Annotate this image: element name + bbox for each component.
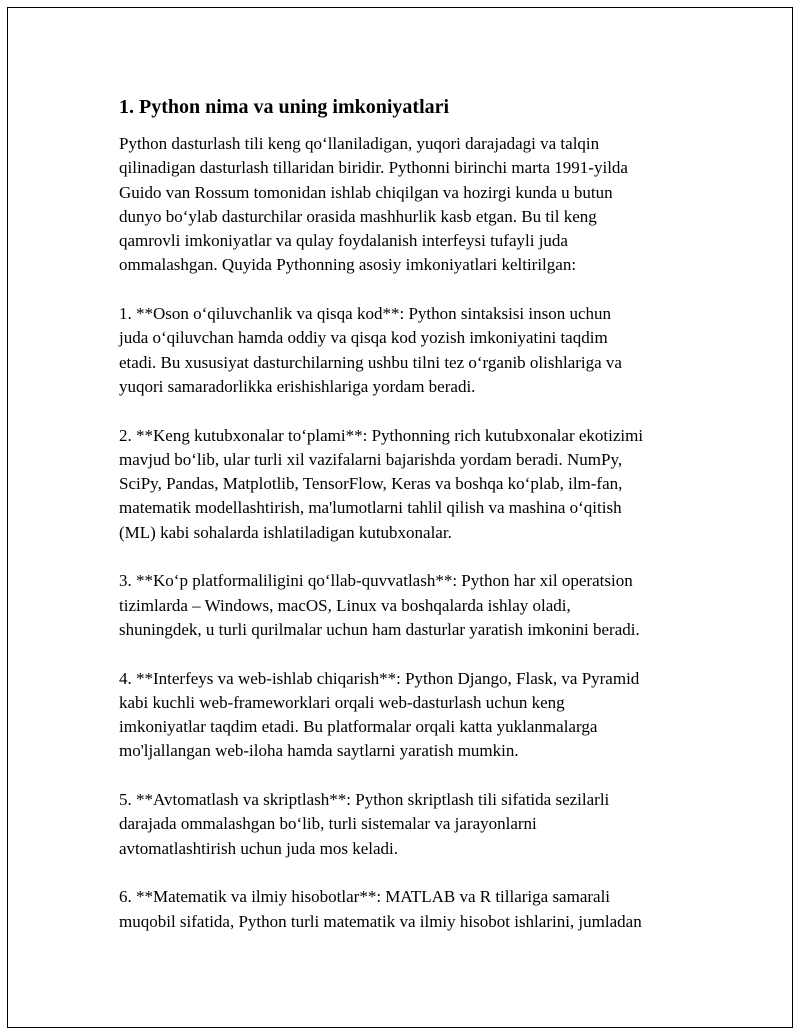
text-line: tizimlarda – Windows, macOS, Linux va boshqalarda ishlay oladi, [119, 595, 571, 615]
document-page [7, 7, 793, 1028]
document-content [119, 94, 691, 958]
text-line: dunyo bo‘ylab dasturchilar orasida mashhurlik kasb etgan. Bu til keng [119, 206, 597, 226]
text-line: kabi kuchli web-frameworklari orqali web-dasturlash uchun keng [119, 692, 565, 712]
text-line: 5. **Avtomatlash va skriptlash**: Python skriptlash tili sifatida sezilarli [119, 790, 610, 810]
text-line: matematik modellashtirish, ma'lumotlarni tahlil qilish va mashina o‘qitish [119, 498, 622, 518]
text-line: mavjud bo‘lib, ular turli xil vazifalarni bajarishda yordam beradi. NumPy, [119, 449, 623, 469]
text-line: ommalashgan. Quyida Pythonning asosiy imkoniyatlari keltirilgan: [119, 255, 577, 275]
paragraph-item-5 [119, 788, 691, 861]
text-line: 6. **Matematik va ilmiy hisobotlar**: MATLAB va R tillariga samarali [119, 887, 611, 907]
paragraph-item-4 [119, 667, 691, 764]
text-line: SciPy, Pandas, Matplotlib, TensorFlow, Keras va boshqa ko‘plab, ilm-fan, [119, 474, 623, 494]
text-line: etadi. Bu xususiyat dasturchilarning ushbu tilni tez o‘rganib olishlariga va [119, 352, 622, 372]
section-heading: 1. Python nima va uning imkoniyatlari [119, 96, 450, 118]
text-line: muqobil sifatida, Python turli matematik va ilmiy hisobot ishlarini, jumladan [119, 911, 642, 931]
paragraph-item-6 [119, 885, 691, 934]
paragraph-item-1 [119, 302, 691, 399]
text-line: Python dasturlash tili keng qo‘llaniladigan, yuqori darajadagi va talqin [119, 134, 600, 153]
paragraph-item-2 [119, 424, 691, 545]
text-line: mo'ljallangan web-iloha hamda saytlarni yaratish mumkin. [119, 741, 519, 761]
text-line: qamrovli imkoniyatlar va qulay foydalanish interfeysi tufayli juda [119, 231, 568, 251]
text-line: (ML) kabi sohalarda ishlatiladigan kutubxonalar. [119, 522, 452, 542]
text-line: yuqori samaradorlikka erishishlariga yordam beradi. [119, 376, 476, 396]
paragraph-intro [119, 132, 691, 278]
text-line: qilinadigan dasturlash tillaridan biridir. Pythonni birinchi marta 1991-yilda [119, 158, 628, 178]
text-line: juda o‘qiluvchan hamda oddiy va qisqa kod yozish imkoniyatini taqdim [119, 328, 608, 348]
text-line: 3. **Ko‘p platformaliligini qo‘llab-quvvatlash**: Python har xil operatsion [119, 571, 633, 591]
text-line: 1. **Oson o‘qiluvchanlik va qisqa kod**: Python sintaksisi inson uchun [119, 304, 612, 324]
paragraph-item-3 [119, 569, 691, 642]
text-line: avtomatlashtirish uchun juda mos keladi. [119, 838, 399, 858]
text-line: Guido van Rossum tomonidan ishlab chiqilgan va hozirgi kunda u butun [119, 182, 613, 202]
text-line: 2. **Keng kutubxonalar to‘plami**: Pythonning rich kutubxonalar ekotizimi [119, 425, 644, 445]
text-line: 4. **Interfeys va web-ishlab chiqarish**: Python Django, Flask, va Pyramid [119, 668, 640, 688]
text-line: imkoniyatlar taqdim etadi. Bu platformalar orqali katta yuklanmalarga [119, 717, 598, 737]
text-line: darajada ommalashgan bo‘lib, turli sistemalar va jarayonlarni [119, 814, 537, 834]
text-line: shuningdek, u turli qurilmalar uchun ham dasturlar yaratish imkonini beradi. [119, 619, 640, 639]
